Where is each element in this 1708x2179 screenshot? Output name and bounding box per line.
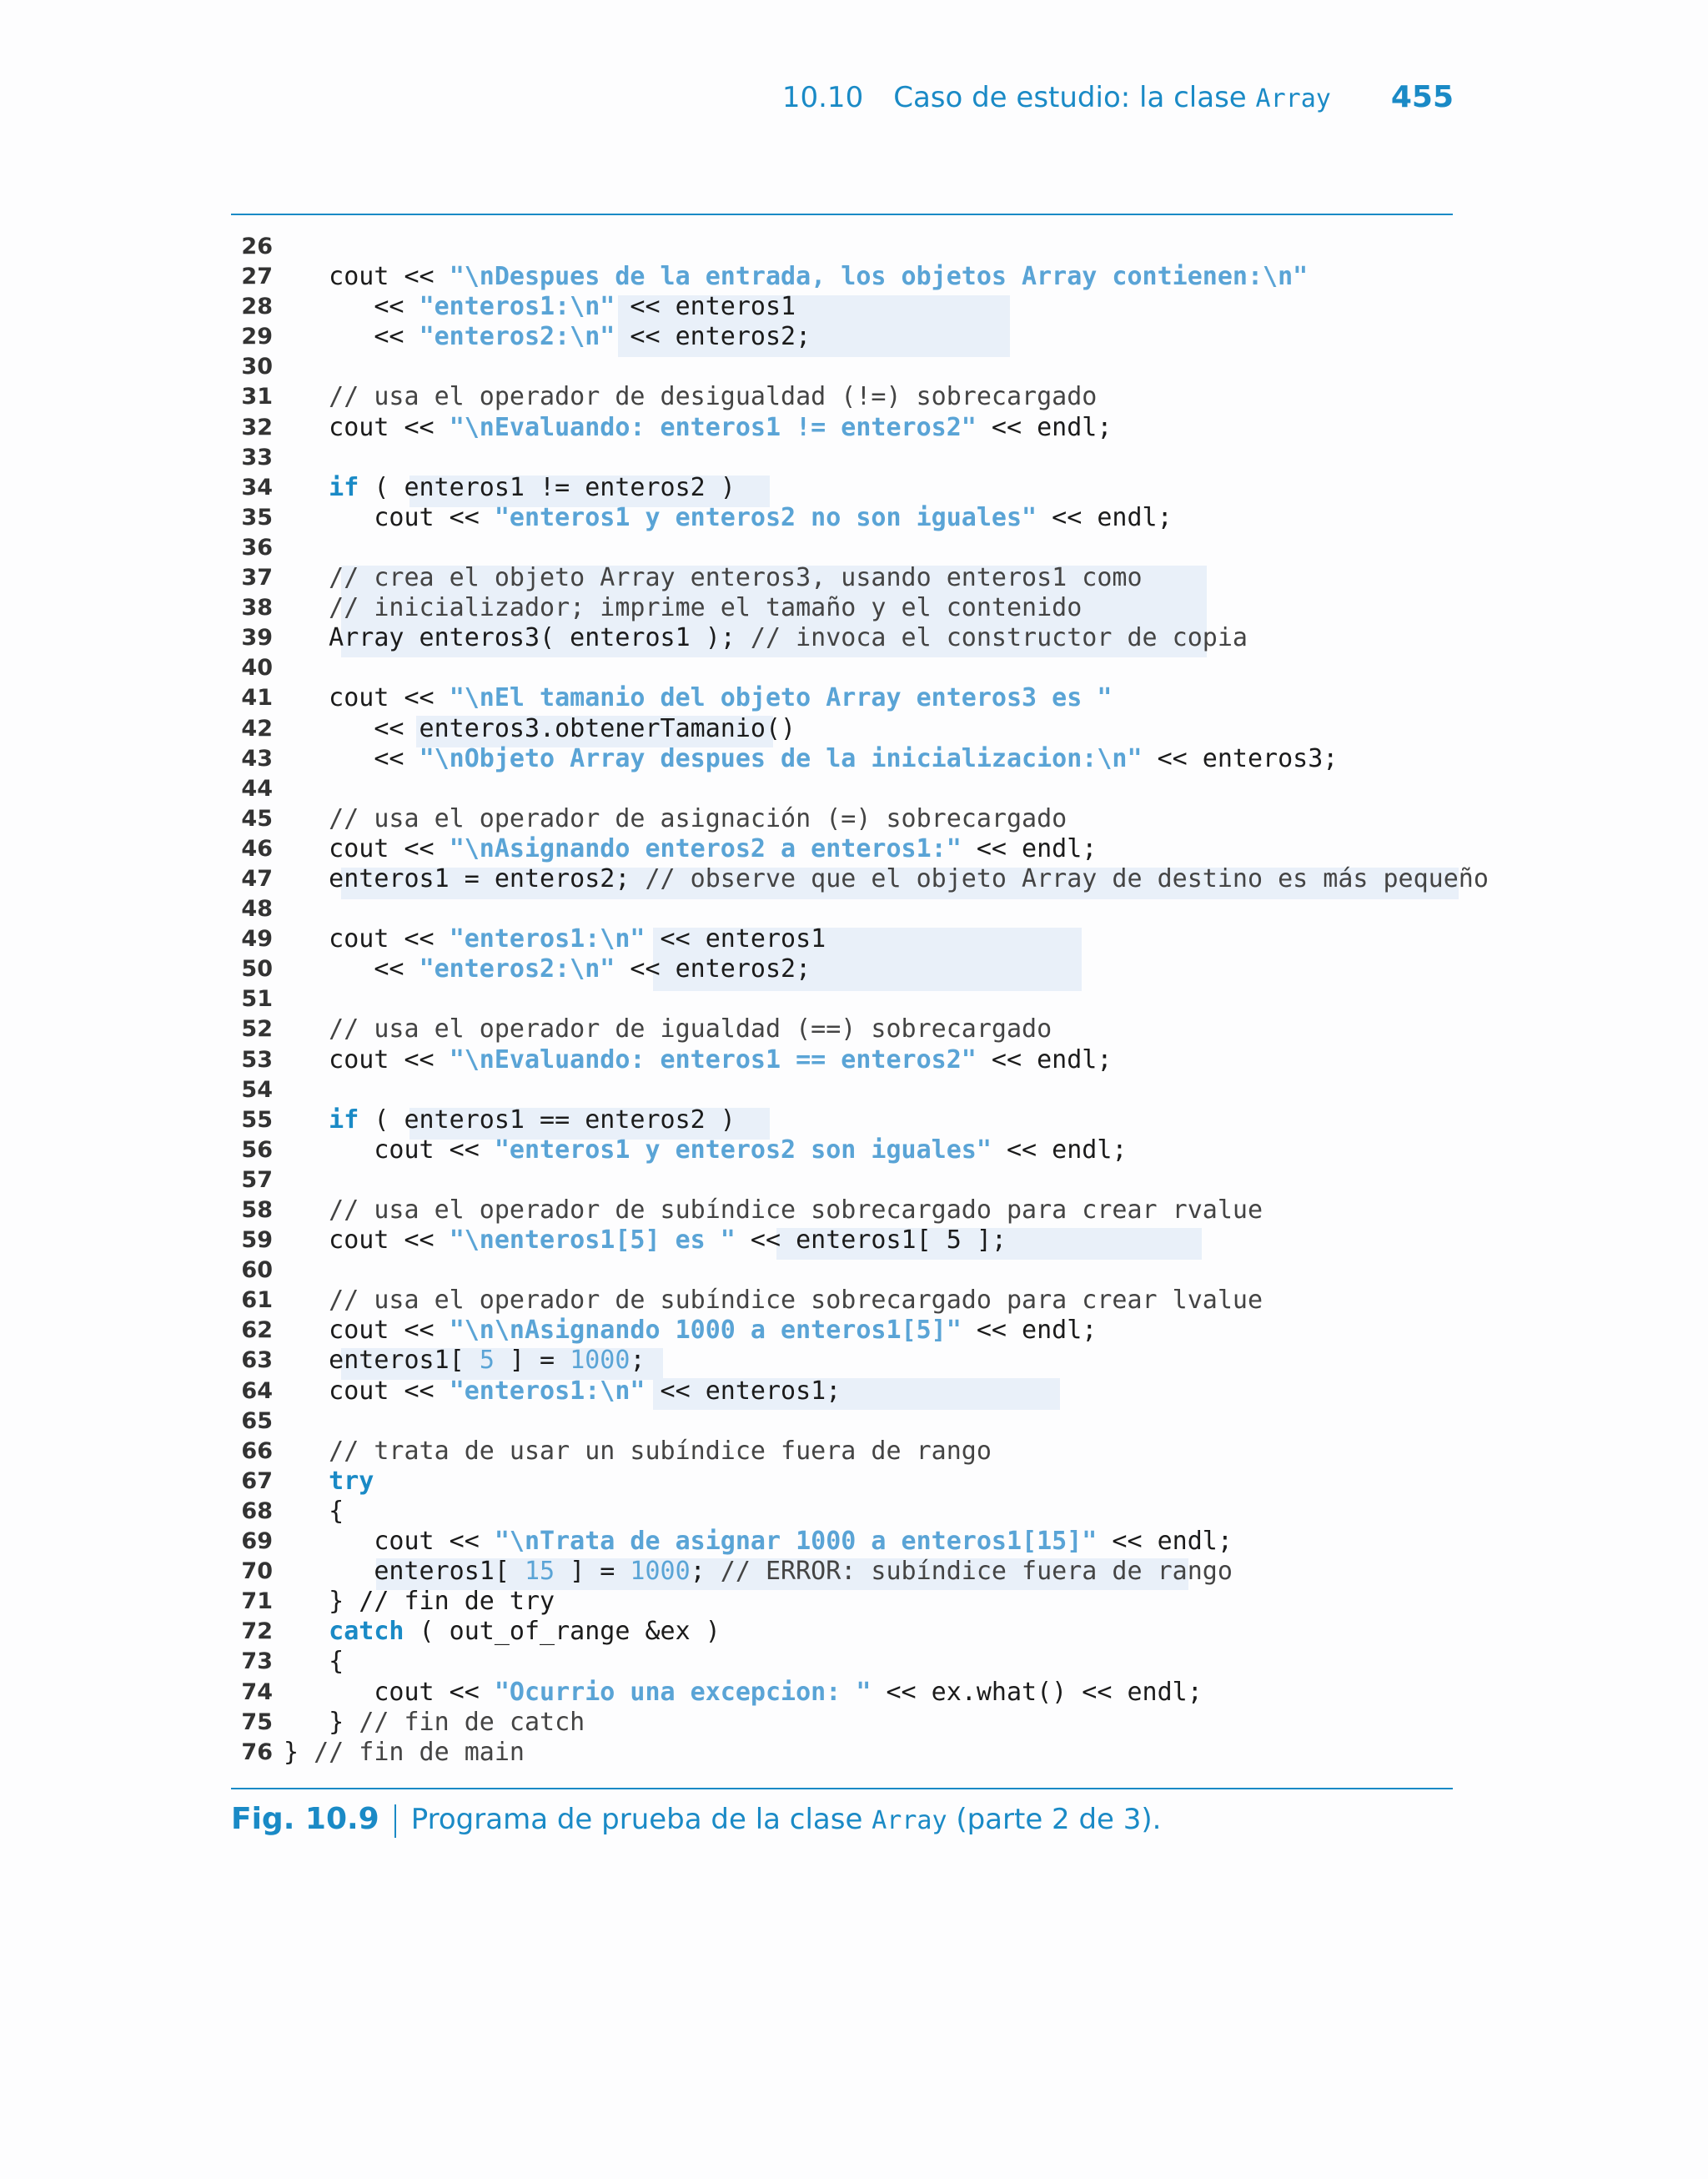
code-text (284, 1195, 1263, 1225)
code-text (284, 1557, 1233, 1587)
line-number: 38 (241, 595, 273, 621)
code-token: "\nObjeto Array despues de la inicializacion:\n" (419, 743, 1143, 773)
code-line (231, 563, 1457, 593)
line-number: 49 (241, 926, 273, 953)
line-number: 30 (241, 354, 273, 380)
code-line (231, 653, 1457, 683)
code-text (284, 834, 1097, 864)
line-number: 63 (241, 1347, 273, 1374)
line-number: 54 (241, 1076, 273, 1103)
code-token: "enteros1:\n" (419, 292, 615, 322)
code-token: << enteros2; (615, 954, 811, 984)
code-text (284, 382, 1097, 412)
line-number: 31 (241, 384, 273, 410)
code-line (231, 1497, 1457, 1527)
code-token: ( out_of_range &ex ) (404, 1617, 721, 1647)
line-number: 64 (241, 1377, 273, 1404)
caption-text: Programa de prueba de la clase Array (parte 2 de 3). (410, 1803, 1162, 1836)
code-line (231, 1195, 1457, 1225)
code-line (231, 1014, 1457, 1044)
code-token: << enteros1 (645, 924, 826, 954)
line-number: 48 (241, 896, 273, 923)
code-text (284, 623, 1248, 653)
code-token: enteros1[ (284, 1557, 525, 1587)
code-line (231, 863, 1489, 894)
line-number: 44 (241, 775, 273, 802)
code-token: { (284, 1496, 344, 1526)
code-token: "Ocurrio una excepcion: " (494, 1677, 872, 1707)
code-token: "enteros1 y enteros2 son iguales" (494, 1135, 992, 1165)
code-token: "\n\nAsignando 1000 a enteros1[5]" (449, 1316, 962, 1346)
code-text (284, 563, 1143, 593)
code-token: << (284, 954, 419, 984)
code-token: } (284, 1707, 359, 1737)
figure-caption (231, 1802, 1162, 1838)
code-text (284, 1437, 992, 1467)
code-text (284, 1135, 1127, 1165)
code-line (231, 503, 1457, 533)
code-text (284, 1708, 585, 1738)
code-token: cout << (284, 1376, 450, 1406)
code-token: 5 (479, 1346, 495, 1376)
line-number: 45 (241, 805, 273, 832)
code-token: "\nenteros1[5] es " (449, 1225, 736, 1256)
code-token: Array enteros3( enteros1 ); (284, 623, 751, 653)
line-number: 51 (241, 986, 273, 1013)
code-text (284, 1105, 736, 1135)
code-line (231, 804, 1457, 834)
line-number: 66 (241, 1437, 273, 1464)
code-token: // usa el operador de desigualdad (!=) sobrecargado (284, 382, 1098, 412)
page-number: 455 (1390, 80, 1454, 114)
code-text (284, 714, 796, 744)
code-line (231, 1316, 1457, 1346)
line-number: 28 (241, 294, 273, 320)
code-text (284, 1316, 1097, 1346)
line-number: 40 (241, 655, 273, 682)
code-token: << endl; (1097, 1527, 1233, 1557)
line-number: 59 (241, 1227, 273, 1254)
code-line (231, 774, 1457, 804)
line-number: 75 (241, 1708, 273, 1735)
code-token: << endl; (1037, 502, 1173, 532)
code-token: << enteros3.obtenerTamanio() (284, 713, 796, 743)
code-token: << enteros3; (1142, 743, 1339, 773)
code-token: "\nTrata de asignar 1000 a enteros1[15]" (494, 1527, 1098, 1557)
code-token: "enteros1 y enteros2 no son iguales" (494, 502, 1037, 532)
line-number: 29 (241, 324, 273, 350)
code-text (284, 864, 1489, 894)
code-line (231, 322, 1457, 352)
code-token: "\nAsignando enteros2 a enteros1:" (449, 833, 962, 863)
line-number: 37 (241, 565, 273, 591)
code-token: << enteros1[ 5 ]; (735, 1225, 1007, 1256)
code-token: // inicializador; imprime el tamaño y el contenido (284, 593, 1083, 623)
bottom-rule (231, 1788, 1453, 1789)
line-number: 73 (241, 1648, 273, 1675)
code-token: cout << (284, 1225, 450, 1256)
line-number: 68 (241, 1497, 273, 1524)
code-text (284, 322, 811, 352)
code-token: 1000 (570, 1346, 630, 1376)
code-text (284, 413, 1112, 443)
code-line (231, 1376, 1457, 1407)
code-line (231, 1708, 1457, 1738)
code-text (284, 1738, 525, 1768)
code-token: // fin de catch (359, 1707, 585, 1737)
line-number: 26 (241, 234, 273, 259)
code-token: // fin de main (314, 1737, 525, 1767)
code-text (284, 1467, 374, 1497)
line-number: 47 (241, 865, 273, 892)
code-text (284, 473, 736, 503)
code-token: ] = (555, 1557, 630, 1587)
code-listing (231, 232, 1489, 1768)
running-header (782, 80, 1454, 114)
line-number: 35 (241, 504, 273, 531)
code-token: ] = (494, 1346, 570, 1376)
code-token: << ex.what() << endl; (871, 1677, 1203, 1707)
line-number: 57 (241, 1166, 273, 1193)
code-token: cout << (284, 262, 450, 292)
code-text (284, 1286, 1263, 1316)
section-title: Caso de estudio: la clase Array (893, 81, 1331, 114)
code-token: << endl; (961, 833, 1098, 863)
code-line (231, 683, 1457, 713)
code-token: // invoca el constructor de copia (750, 623, 1248, 653)
line-number: 67 (241, 1467, 273, 1494)
line-number: 60 (241, 1257, 273, 1284)
line-number: 53 (241, 1046, 273, 1073)
line-number: 42 (241, 715, 273, 742)
line-number: 62 (241, 1317, 273, 1344)
code-token: // usa el operador de igualdad (==) sobrecargado (284, 1014, 1052, 1044)
code-token: "enteros1:\n" (449, 1376, 646, 1406)
code-line (231, 443, 1457, 473)
code-line (231, 1075, 1457, 1105)
code-text (284, 503, 1173, 533)
code-line (231, 352, 1457, 382)
code-token: cout << (284, 683, 450, 713)
code-token: catch (284, 1617, 404, 1647)
code-text (284, 292, 796, 322)
code-line (231, 1557, 1457, 1587)
code-token: ; (690, 1557, 721, 1587)
code-token: cout << (284, 1316, 450, 1346)
code-line (231, 473, 1457, 503)
code-text (284, 1647, 344, 1677)
code-text (284, 1014, 1052, 1044)
code-text (284, 954, 811, 984)
code-token: 1000 (630, 1557, 691, 1587)
code-line (231, 232, 1457, 262)
top-rule (231, 214, 1453, 215)
code-text (284, 262, 1308, 292)
code-line (231, 1527, 1457, 1557)
code-token: cout << (284, 833, 450, 863)
code-line (231, 1617, 1457, 1647)
line-number: 72 (241, 1618, 273, 1645)
code-token: // trata de usar un subíndice fuera de rango (284, 1436, 992, 1466)
code-token: } // fin de try (284, 1587, 555, 1617)
code-text (284, 924, 826, 954)
code-text (284, 1045, 1112, 1075)
code-token: << enteros2; (615, 322, 811, 352)
code-token: << endl; (976, 412, 1113, 442)
code-line (231, 1135, 1457, 1165)
code-line (231, 1346, 1457, 1376)
code-token: "enteros1:\n" (449, 924, 646, 954)
code-token: cout << (284, 1527, 495, 1557)
code-token: "enteros2:\n" (419, 954, 615, 984)
code-text (284, 1497, 344, 1527)
code-line (231, 262, 1457, 292)
code-line (231, 1467, 1457, 1497)
code-token: if (284, 1105, 359, 1135)
line-number: 52 (241, 1016, 273, 1043)
code-token: << endl; (976, 1044, 1113, 1074)
code-text (284, 1527, 1233, 1557)
line-number: 43 (241, 745, 273, 772)
figure-label: Fig. 10.9 (231, 1802, 379, 1836)
code-token: ( enteros1 == enteros2 ) (359, 1105, 736, 1135)
code-text (284, 1678, 1203, 1708)
code-line (231, 1738, 1457, 1768)
line-number: 70 (241, 1558, 273, 1585)
code-token: // observe que el objeto Array de destino es más pequeño (645, 863, 1489, 893)
code-token: cout << (284, 924, 450, 954)
code-line (231, 413, 1457, 443)
code-line (231, 1587, 1457, 1617)
line-number: 74 (241, 1678, 273, 1705)
line-number: 34 (241, 474, 273, 501)
code-text (284, 1617, 721, 1647)
code-line (231, 382, 1457, 412)
code-line (231, 623, 1457, 653)
code-token: enteros1 = enteros2; (284, 863, 646, 893)
code-text (284, 744, 1338, 774)
code-token: enteros1[ (284, 1346, 480, 1376)
code-line (231, 1256, 1457, 1286)
code-token: { (284, 1647, 344, 1677)
line-number: 65 (241, 1407, 273, 1434)
code-token: << endl; (961, 1316, 1098, 1346)
code-token: } (284, 1737, 314, 1767)
code-text (284, 683, 1112, 713)
code-token: cout << (284, 502, 495, 532)
code-token: << enteros1; (645, 1376, 841, 1406)
code-token: // ERROR: subíndice fuera de rango (720, 1557, 1233, 1587)
code-line (231, 924, 1457, 954)
line-number: 41 (241, 685, 273, 712)
code-token: ; (630, 1346, 646, 1376)
code-line (231, 1437, 1457, 1467)
code-line (231, 1105, 1457, 1135)
code-token: "\nEvaluando: enteros1 == enteros2" (449, 1044, 977, 1074)
code-token: cout << (284, 1044, 450, 1074)
line-number: 71 (241, 1588, 273, 1615)
code-text (284, 1587, 555, 1617)
caption-divider (394, 1804, 396, 1838)
code-line (231, 1407, 1457, 1437)
code-text (284, 593, 1082, 623)
line-number: 76 (241, 1739, 273, 1765)
code-text (284, 804, 1067, 834)
code-token: "enteros2:\n" (419, 322, 615, 352)
code-token: << (284, 322, 419, 352)
code-token: << (284, 743, 419, 773)
line-number: 27 (241, 264, 273, 290)
code-token: << endl; (991, 1135, 1128, 1165)
code-token: "\nEvaluando: enteros1 != enteros2" (449, 412, 977, 442)
code-line (231, 744, 1457, 774)
section-number: 10.10 (781, 81, 864, 114)
line-number: 50 (241, 956, 273, 983)
code-line (231, 894, 1457, 924)
line-number: 33 (241, 444, 273, 471)
code-token: ( enteros1 != enteros2 ) (359, 472, 736, 502)
code-token: // usa el operador de asignación (=) sobrecargado (284, 803, 1068, 833)
code-line (231, 714, 1457, 744)
code-line (231, 954, 1457, 984)
line-number: 39 (241, 625, 273, 652)
code-token: // usa el operador de subíndice sobrecargado para crear rvalue (284, 1195, 1263, 1225)
code-line (231, 292, 1457, 322)
code-text (284, 1225, 1007, 1256)
code-line (231, 1286, 1457, 1316)
line-number: 69 (241, 1528, 273, 1555)
code-token: "\nEl tamanio del objeto Array enteros3 es " (449, 683, 1113, 713)
code-line (231, 1165, 1457, 1195)
code-token: cout << (284, 1677, 495, 1707)
line-number: 36 (241, 534, 273, 561)
code-token: 15 (524, 1557, 555, 1587)
line-number: 46 (241, 835, 273, 862)
code-line (231, 1045, 1457, 1075)
line-number: 56 (241, 1136, 273, 1163)
code-line (231, 1647, 1457, 1677)
code-token: cout << (284, 412, 450, 442)
code-token: try (284, 1466, 374, 1496)
code-token: if (284, 472, 359, 502)
code-token: // usa el operador de subíndice sobrecargado para crear lvalue (284, 1286, 1263, 1316)
line-number: 32 (241, 414, 273, 440)
code-text (284, 1346, 646, 1376)
code-line (231, 1225, 1457, 1256)
line-number: 58 (241, 1197, 273, 1223)
code-line (231, 984, 1457, 1014)
code-line (231, 533, 1457, 563)
line-number: 61 (241, 1287, 273, 1314)
code-line (231, 1678, 1457, 1708)
line-number: 55 (241, 1106, 273, 1133)
code-token: << enteros1 (615, 292, 796, 322)
code-token: "\nDespues de la entrada, los objetos Array contienen:\n" (449, 262, 1309, 292)
code-text (284, 1376, 841, 1407)
code-line (231, 834, 1457, 864)
code-token: cout << (284, 1135, 495, 1165)
code-line (231, 593, 1457, 623)
code-token: // crea el objeto Array enteros3, usando enteros1 como (284, 563, 1143, 593)
code-token: << (284, 292, 419, 322)
